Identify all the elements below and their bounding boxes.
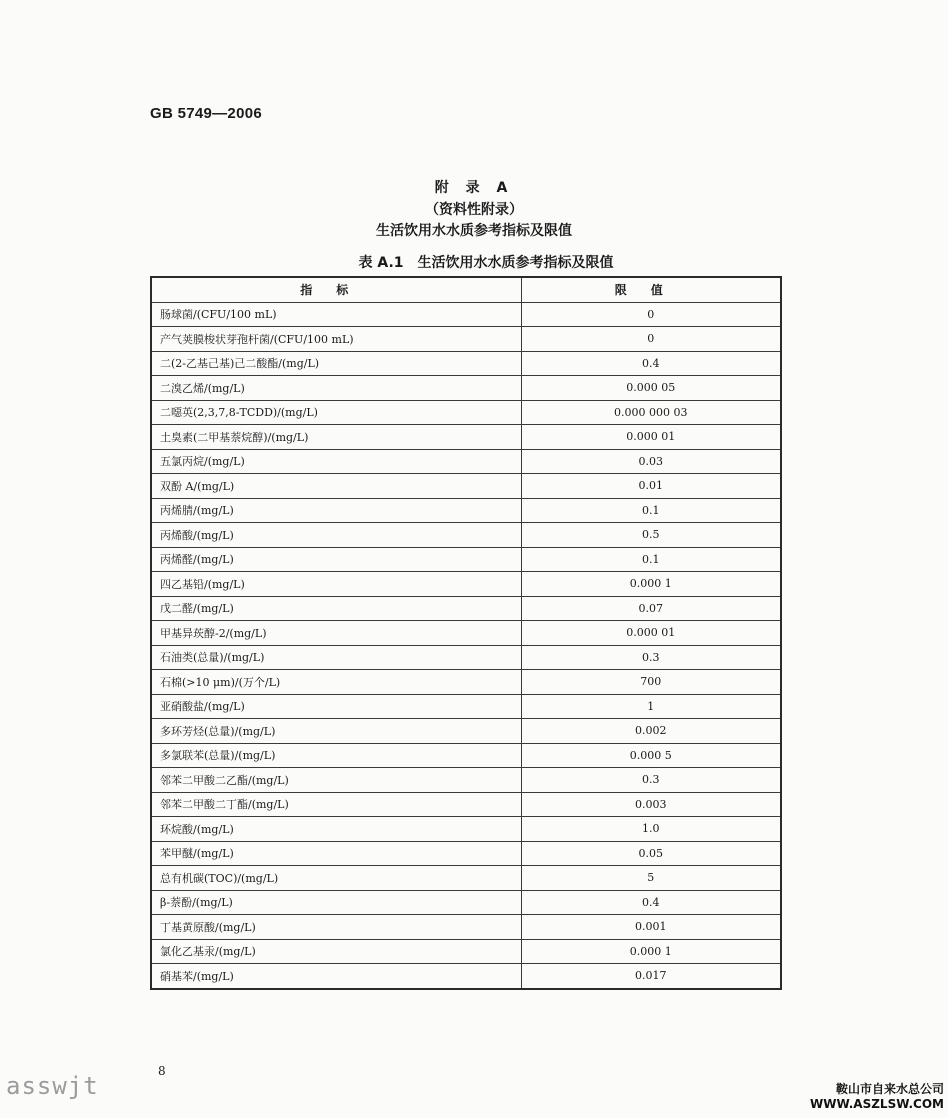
indicator-cell: 环烷酸/(mg/L) [151,817,521,842]
limit-cell: 0.03 [521,449,781,474]
table-row [151,743,781,768]
limit-cell: 0 [521,327,781,352]
limit-cell: 0.002 [521,719,781,744]
watermark-company: 鞍山市自来水总公司 [835,1082,944,1096]
indicator-cell: 二溴乙烯/(mg/L) [151,376,521,401]
table-row [151,670,781,695]
indicator-cell: β-萘酚/(mg/L) [151,890,521,915]
table-row [151,596,781,621]
table-row [151,866,781,891]
annex-nature: （资料性附录） [425,202,523,218]
table-row [151,939,781,964]
table-row [151,523,781,548]
indicator-cell: 丁基黄原酸/(mg/L) [151,915,521,940]
limit-cell: 0.1 [521,547,781,572]
column-header-limit: 限值 [521,277,781,302]
indicator-cell: 多环芳烃(总量)/(mg/L) [151,719,521,744]
limit-cell: 0.003 [521,792,781,817]
annex-label: 附 录 A [434,180,514,196]
limit-cell: 0.3 [521,645,781,670]
indicator-cell: 五氯丙烷/(mg/L) [151,449,521,474]
annex-title: 生活饮用水水质参考指标及限值 [376,223,572,239]
table-row [151,547,781,572]
limit-cell: 0.3 [521,768,781,793]
indicator-cell: 苯甲醚/(mg/L) [151,841,521,866]
limit-cell: 0.000 01 [521,621,781,646]
table-row [151,890,781,915]
table-row [151,915,781,940]
limit-cell: 0.05 [521,841,781,866]
table-row [151,817,781,842]
table-row [151,841,781,866]
limit-cell: 1.0 [521,817,781,842]
indicator-cell: 丙烯醛/(mg/L) [151,547,521,572]
reference-indicators-table [150,276,782,990]
table-row [151,425,781,450]
indicator-cell: 丙烯腈/(mg/L) [151,498,521,523]
table-row [151,474,781,499]
indicator-cell: 石油类(总量)/(mg/L) [151,645,521,670]
table-caption [12,252,948,272]
limit-cell: 700 [521,670,781,695]
indicator-cell: 肠球菌/(CFU/100 mL) [151,302,521,327]
limit-cell: 0.000 000 03 [521,400,781,425]
table-row [151,719,781,744]
table-row [151,964,781,989]
watermark-url: WWW.ASZLSW.COM [810,1097,944,1111]
table-row [151,572,781,597]
limit-cell: 0.017 [521,964,781,989]
indicator-cell: 戊二醛/(mg/L) [151,596,521,621]
limit-cell: 0.4 [521,351,781,376]
limit-cell: 0.01 [521,474,781,499]
indicator-cell: 邻苯二甲酸二丁酯/(mg/L) [151,792,521,817]
indicator-cell: 四乙基铅/(mg/L) [151,572,521,597]
table-row [151,768,781,793]
indicator-cell: 硝基苯/(mg/L) [151,964,521,989]
table-header-row [151,277,781,302]
table-row [151,302,781,327]
table-row [151,327,781,352]
limit-cell: 0.000 05 [521,376,781,401]
limit-cell: 0.000 01 [521,425,781,450]
standard-code: GB 5749—2006 [150,105,263,122]
indicator-cell: 双酚 A/(mg/L) [151,474,521,499]
table-row [151,645,781,670]
limit-cell: 0.000 1 [521,939,781,964]
limit-cell: 1 [521,694,781,719]
limit-cell: 0.000 5 [521,743,781,768]
limit-cell: 5 [521,866,781,891]
indicator-cell: 产气荚膜梭状芽孢杆菌/(CFU/100 mL) [151,327,521,352]
limit-cell: 0.4 [521,890,781,915]
table-row [151,621,781,646]
column-header-indicator: 指标 [151,277,521,302]
indicator-cell: 二噁英(2,3,7,8-TCDD)/(mg/L) [151,400,521,425]
table-caption-text: 生活饮用水水质参考指标及限值 [417,255,614,271]
page-number: 8 [158,1064,166,1078]
watermark-right [810,1082,944,1112]
indicator-cell: 总有机碳(TOC)/(mg/L) [151,866,521,891]
limit-cell: 0 [521,302,781,327]
limit-cell: 0.1 [521,498,781,523]
indicator-cell: 氯化乙基汞/(mg/L) [151,939,521,964]
indicator-cell: 石棉(>10 μm)/(万个/L) [151,670,521,695]
indicator-cell: 二(2-乙基己基)己二酸酯/(mg/L) [151,351,521,376]
table-row [151,351,781,376]
limit-cell: 0.5 [521,523,781,548]
table-row [151,498,781,523]
limit-cell: 0.07 [521,596,781,621]
limit-cell: 0.000 1 [521,572,781,597]
indicator-cell: 多氯联苯(总量)/(mg/L) [151,743,521,768]
indicator-cell: 邻苯二甲酸二乙酯/(mg/L) [151,768,521,793]
indicator-cell: 甲基异莰醇-2/(mg/L) [151,621,521,646]
table-row [151,792,781,817]
table-row [151,400,781,425]
limit-cell: 0.001 [521,915,781,940]
table-row [151,694,781,719]
watermark-left: asswjt [6,1072,99,1100]
indicator-cell: 亚硝酸盐/(mg/L) [151,694,521,719]
indicator-cell: 丙烯酸/(mg/L) [151,523,521,548]
indicator-cell: 土臭素(二甲基萘烷醇)/(mg/L) [151,425,521,450]
table-number: 表 A.1 [358,255,404,271]
table-row [151,376,781,401]
table-row [151,449,781,474]
